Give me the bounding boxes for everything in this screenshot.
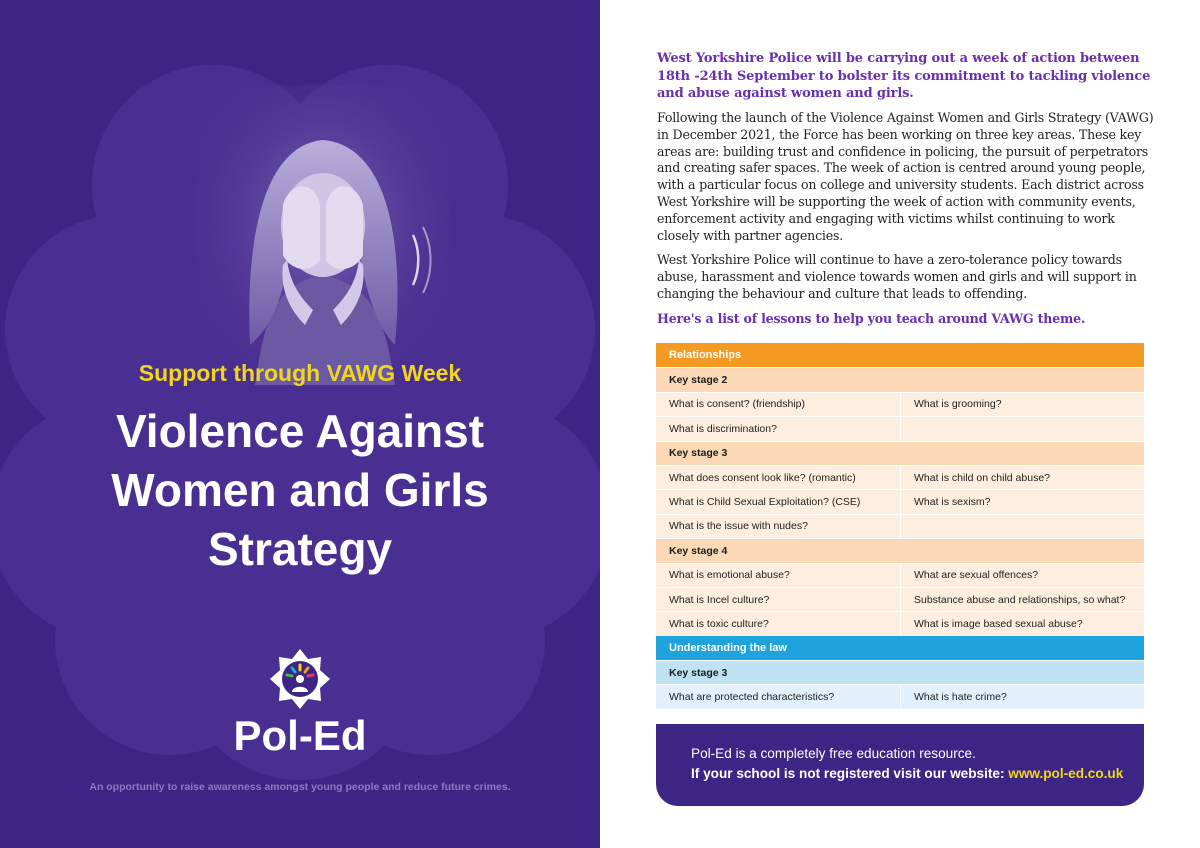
- lesson-cell: What are sexual offences?: [900, 564, 1144, 587]
- body-paragraph-1: Following the launch of the Violence Against Women and Girls Strategy (VAWG) in December 2021, the Force has been working on three key areas. These key areas are: building trust and confidence in policing, the pursuit of perpetrators and creating safer spaces. The week of action is centred around young people, with a particular focus on college and university students. Each district across West Yorkshire will be supporting the week of action with community events, enforcement activity and engaging with victims whilst continuing to work closely with partner agencies.: [657, 110, 1154, 243]
- lesson-cell: What is Incel culture?: [669, 593, 770, 606]
- pol-ed-logo: Pol-Ed: [233, 712, 367, 759]
- title-line: Strategy: [207, 523, 393, 575]
- lesson-cell: [900, 515, 1144, 538]
- lesson-cell: What is child on child abuse?: [900, 466, 1144, 489]
- intro-paragraph: West Yorkshire Police will be carrying out a week of action between 18th -24th September to bolster its commitment to tackling violence and abuse against women and girls.: [657, 51, 1151, 101]
- table-row: [656, 489, 1144, 513]
- table-row: [656, 563, 1144, 587]
- section-header: Relationships: [656, 343, 1144, 367]
- lesson-cell: What are protected characteristics?: [669, 691, 835, 704]
- content-panel: [600, 0, 1200, 848]
- table-row: [656, 416, 1144, 440]
- website-link[interactable]: www.pol-ed.co.uk: [1008, 766, 1124, 781]
- body-paragraph-2: West Yorkshire Police will continue to have a zero-tolerance policy towards abuse, harassment and violence towards women and girls and will support in changing the behaviour and culture that leads to offending.: [657, 252, 1137, 301]
- girl-covering-face-photo: [195, 85, 450, 385]
- lesson-cell: What is consent? (friendship): [669, 398, 805, 411]
- lesson-cell: What is emotional abuse?: [669, 569, 790, 582]
- lessons-table: [656, 343, 1144, 709]
- lesson-cell: What is discrimination?: [669, 422, 777, 435]
- key-stage-label: Key stage 3: [656, 660, 1144, 684]
- cta-line-1: Pol-Ed is a completely free education resource.: [691, 746, 976, 761]
- lessons-heading: Here's a list of lessons to help you teach around VAWG theme.: [657, 311, 1086, 326]
- key-stage-label: Key stage 4: [656, 538, 1144, 562]
- relationships-section: [656, 343, 1144, 636]
- lesson-cell: Substance abuse and relationships, so what?: [900, 588, 1144, 611]
- lesson-cell: What is grooming?: [900, 393, 1144, 416]
- title-line: Violence Against: [115, 405, 485, 457]
- lesson-cell: What is sexism?: [900, 490, 1144, 513]
- pol-ed-badge-icon: [268, 647, 332, 711]
- lesson-cell: What is the issue with nudes?: [669, 520, 808, 533]
- section-header: Understanding the law: [656, 636, 1144, 660]
- table-row: [656, 392, 1144, 416]
- cta-line-2-text: If your school is not registered visit our website:: [691, 766, 1009, 781]
- table-row: [656, 684, 1144, 708]
- key-stage-label: Key stage 2: [656, 367, 1144, 391]
- call-to-action-box: [656, 724, 1144, 806]
- table-row: [656, 587, 1144, 611]
- key-stage-label: Key stage 3: [656, 441, 1144, 465]
- lesson-cell: [900, 417, 1144, 440]
- lesson-cell: What does consent look like? (romantic): [669, 471, 856, 484]
- lesson-cell: What is Child Sexual Exploitation? (CSE): [669, 496, 861, 509]
- lesson-cell: What is hate crime?: [900, 685, 1144, 708]
- table-row: [656, 611, 1144, 635]
- lesson-cell: What is image based sexual abuse?: [900, 612, 1144, 635]
- lesson-cell: What is toxic culture?: [669, 617, 769, 630]
- cta-line-2: [691, 764, 1144, 784]
- tagline: Support through VAWG Week: [138, 360, 462, 386]
- table-row: [656, 465, 1144, 489]
- understanding-law-section: [656, 636, 1144, 709]
- page-title: [0, 402, 600, 579]
- title-line: Women and Girls: [111, 464, 489, 516]
- table-row: [656, 514, 1144, 538]
- footer-note: An opportunity to raise awareness amongst young people and reduce future crimes.: [89, 781, 511, 793]
